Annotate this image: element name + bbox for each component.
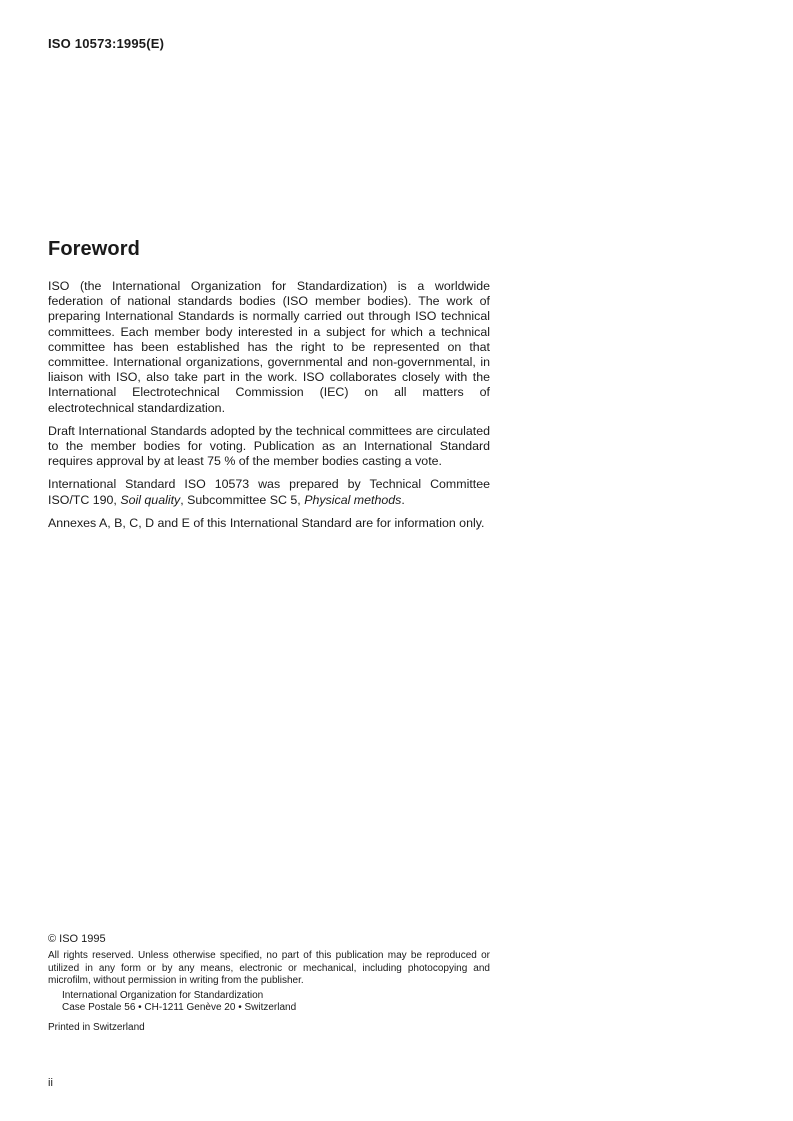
document-id: ISO 10573:1995(E) bbox=[48, 36, 165, 51]
publisher-address bbox=[62, 990, 490, 1015]
page-number: ii bbox=[48, 1077, 53, 1089]
organization-name: International Organization for Standardization bbox=[62, 989, 264, 1001]
page-title: Foreword bbox=[48, 238, 140, 260]
rights-statement: All rights reserved. Unless otherwise specified, no part of this publication may be reproduced or utilized in any form or by any means, electronic or mechanical, including photocopying and microfilm, without permission in writing from the publisher. bbox=[48, 950, 490, 987]
committee-soil-quality: Soil quality bbox=[120, 492, 181, 507]
copyright-footer bbox=[48, 933, 490, 1035]
prepared-by-text: International Standard ISO 10573 was prepared by Technical Committee ISO/TC 190, bbox=[48, 477, 490, 507]
copyright-notice: © ISO 1995 bbox=[48, 933, 106, 945]
printed-in: Printed in Switzerland bbox=[48, 1022, 145, 1034]
prepared-by-end: . bbox=[401, 492, 405, 507]
paragraph-draft-standards: Draft International Standards adopted by the technical committees are circulated to the member bodies for voting. Publication as an International Standard requires approval by at least 75 % of the member bodies casting a vote. bbox=[48, 423, 490, 469]
organization-address: Case Postale 56 • CH-1211 Genève 20 • Switzerland bbox=[62, 1002, 297, 1014]
paragraph-iso-description: ISO (the International Organization for Standardization) is a worldwide federation of national standards bodies (ISO member bodies). The work of preparing International Standards is normally carried out through ISO technical committees. Each member body interested in a subject for which a technical committee has been established has the right to be represented on that committee. International organizations, governmental and non-governmental, in liaison with ISO, also take part in the work. ISO collaborates closely with the International Electrotechnical Commission (IEC) on all matters of electrotechnical standardization. bbox=[48, 279, 490, 415]
subcommittee-physical-methods: Physical methods bbox=[304, 492, 402, 507]
paragraph-prepared-by bbox=[48, 477, 490, 507]
subcommittee-text: , Subcommittee SC 5, bbox=[180, 492, 305, 507]
foreword-body bbox=[48, 279, 490, 539]
paragraph-annexes: Annexes A, B, C, D and E of this International Standard are for information only. bbox=[48, 515, 485, 530]
